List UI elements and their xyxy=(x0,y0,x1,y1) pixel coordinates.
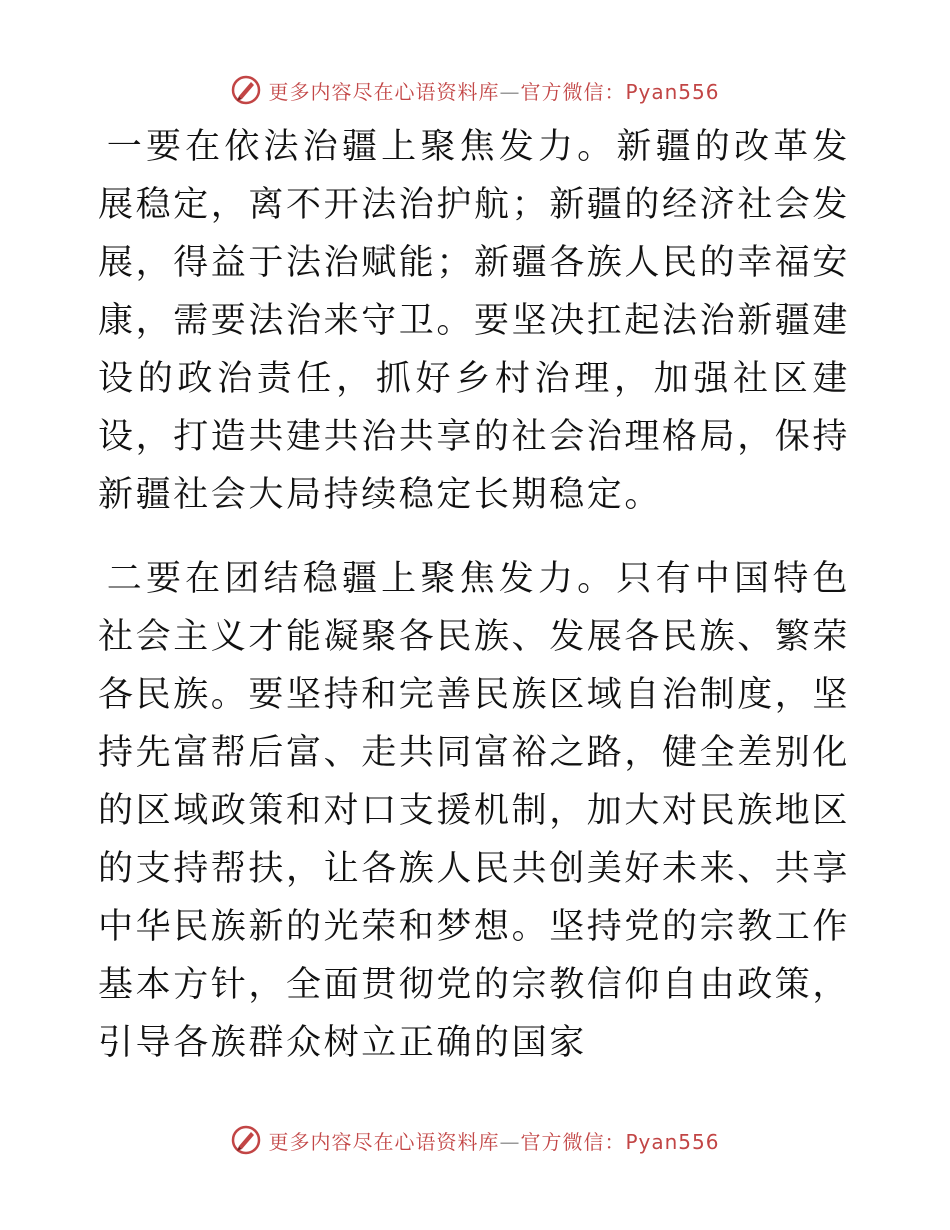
watermark-brand: 更多内容尽在心语资料库 xyxy=(268,1129,500,1154)
pen-logo-icon xyxy=(230,74,262,106)
watermark-separator: — xyxy=(499,1129,521,1154)
pen-logo-icon xyxy=(230,1124,262,1156)
watermark-wechat: 官方微信：Pyan556 xyxy=(520,1129,720,1154)
watermark-wechat: 官方微信：Pyan556 xyxy=(520,79,720,104)
watermark-text xyxy=(268,76,719,105)
paragraph-2: 二要在团结稳疆上聚焦发力。只有中国特色社会主义才能凝聚各民族、发展各民族、繁荣各民族。要坚持和完善民族区域自治制度，坚持先富帮后富、走共同富裕之路，健全差别化的区域政策和对口支援机制，加大对民族地区的支持帮扶，让各族人民共创美好未来、共享中华民族新的光荣和梦想。坚持党的宗教工作基本方针，全面贯彻党的宗教信仰自由政策，引导各族群众树立正确的国家 xyxy=(98,559,851,1063)
watermark-separator: — xyxy=(499,79,521,104)
watermark-brand: 更多内容尽在心语资料库 xyxy=(268,79,500,104)
document-body xyxy=(98,118,850,1072)
watermark-text xyxy=(268,1126,719,1155)
footer-watermark xyxy=(0,1120,950,1160)
header-watermark xyxy=(0,70,950,110)
paragraph-1: 一要在依法治疆上聚焦发力。新疆的改革发展稳定，离不开法治护航；新疆的经济社会发展，得益于法治赋能；新疆各族人民的幸福安康，需要法治来守卫。要坚决扛起法治新疆建设的政治责任，抓好乡村治理，加强社区建设，打造共建共治共享的社会治理格局，保持新疆社会大局持续稳定长期稳定。 xyxy=(98,127,851,515)
